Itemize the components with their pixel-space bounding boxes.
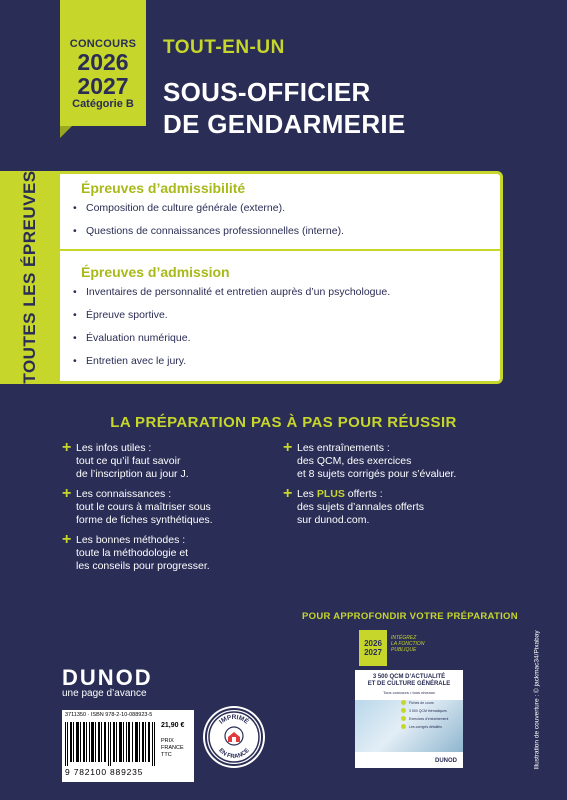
list-item: • Entretien avec le jury. [73, 355, 500, 367]
title-line-1: SOUS-OFFICIER [163, 77, 371, 107]
feature-label: 3 500 QCM thématiques [409, 708, 447, 713]
prep-line: toute la méthodologie et [76, 547, 189, 559]
prep-line: et 8 sujets corrigés pour s’évaluer. [297, 468, 457, 480]
book-cover-subtitle: Tous concours • tous niveaux [383, 690, 435, 695]
admission-list [60, 286, 500, 367]
prep-line: Les infos utiles : [76, 442, 152, 454]
dot-icon [401, 700, 406, 705]
dot-icon [401, 724, 406, 729]
plus-icon: + [283, 439, 293, 456]
plus-icon: + [62, 485, 72, 502]
feature-label: Fiches de cours [409, 700, 434, 705]
prep-item [62, 439, 282, 481]
book-title-line: ET DE CULTURE GÉNÉRALE [367, 681, 451, 687]
plus-icon: + [283, 485, 293, 502]
dunod-tagline: une page d’avance [62, 688, 147, 699]
more-title: POUR APPROFONDIR VOTRE PRÉPARATION [302, 611, 518, 622]
list-item: • Évaluation numérique. [73, 332, 500, 344]
badge-year-1: 2026 [77, 49, 129, 75]
slogan-line: INTÉGREZ [391, 635, 417, 641]
plus-pre: Les [297, 488, 317, 500]
admissibilite-section [60, 180, 500, 248]
book-feature [401, 716, 461, 721]
book-feature-list [401, 700, 461, 732]
admission-heading: Épreuves d’admission [81, 264, 230, 280]
book-slogan [391, 635, 424, 653]
prep-line: de l’inscription au jour J. [76, 468, 189, 480]
printed-in-france-icon [207, 710, 261, 764]
price-label-line: TTC [161, 752, 172, 758]
prep-item [283, 485, 523, 527]
price-label-line: FRANCE [161, 745, 184, 751]
book-feature [401, 708, 461, 713]
admissibilite-list [60, 202, 500, 237]
prep-line: les conseils pour progresser. [76, 560, 210, 572]
plus-icon: + [62, 439, 72, 456]
barcode-number: 9 782100 889235 [65, 767, 144, 777]
related-book-cover [355, 630, 463, 768]
prep-line [297, 488, 523, 501]
book-year-2: 2027 [364, 648, 382, 657]
slogan-line: PUBLIQUE [391, 647, 417, 653]
price-value: 21,90 € [161, 722, 185, 729]
barcode-bars-icon [65, 722, 155, 766]
prep-line: forme de fiches synthétiques. [76, 514, 213, 526]
sidebar-label: TOUTES LES ÉPREUVES [20, 170, 39, 384]
prep-line: sur dunod.com. [297, 514, 370, 526]
isbn-text: 3711350 · ISBN 978-2-10-088923-5 [65, 712, 153, 718]
prep-line: Les bonnes méthodes : [76, 534, 186, 546]
admissibilite-heading: Épreuves d’admissibilité [81, 180, 246, 196]
prep-line: des sujets d’annales offerts [297, 501, 425, 513]
dunod-logo: DUNOD [62, 665, 153, 690]
dot-icon [401, 716, 406, 721]
barcode-box [62, 710, 194, 782]
epreuves-panel [60, 171, 503, 384]
badge-year-2: 2027 [77, 73, 129, 99]
book-year-1: 2026 [364, 639, 382, 648]
book-feature [401, 700, 461, 705]
book-cover-title [359, 674, 459, 688]
price-label-line: PRIX [161, 738, 174, 744]
prep-title: LA PRÉPARATION PAS À PAS POUR RÉUSSIR [110, 414, 457, 431]
book-cover-badge [359, 630, 387, 666]
feature-label: Les corrigés détaillés [409, 724, 442, 729]
stamp-top-text: IMPRIMÉ [218, 714, 250, 726]
book-feature [401, 724, 461, 729]
prep-line: des QCM, des exercices [297, 455, 412, 467]
prep-right-column [283, 439, 523, 534]
dot-icon [401, 708, 406, 713]
badge-category: Catégorie B [72, 98, 134, 110]
prep-item [62, 485, 282, 527]
illustration-credit: Illustration de couverture : © jackmac34/Pixabay [533, 630, 541, 770]
prep-line: tout le cours à maîtriser sous [76, 501, 211, 513]
prep-item [283, 439, 523, 481]
feature-label: Exercices d'entraînement [409, 716, 449, 721]
stamp-bottom-text: EN FRANCE [217, 747, 251, 761]
concours-badge [60, 0, 146, 126]
list-item: • Inventaires de personnalité et entretien auprès d’un psychologue. [73, 286, 500, 298]
slogan-line: LA FONCTION [391, 641, 425, 647]
prep-line: tout ce qu’il faut savoir [76, 455, 181, 467]
prep-line: Les entraînements : [297, 442, 390, 454]
prep-line: Les connaissances : [76, 488, 172, 500]
plus-icon: + [62, 531, 72, 548]
book-publisher-logo: DUNOD [435, 758, 457, 764]
book-subtitle: TOUT-EN-UN [163, 37, 285, 58]
plus-highlight: PLUS [316, 488, 345, 500]
badge-concours: CONCOURS [69, 38, 137, 50]
imprime-en-france-stamp [205, 708, 263, 766]
book-title-line: 3 500 QCM D’ACTUALITÉ [372, 674, 446, 680]
plus-post: offerts : [344, 488, 383, 500]
list-item: • Composition de culture générale (externe). [73, 202, 500, 214]
section-divider [60, 249, 500, 251]
admission-section [60, 264, 500, 378]
list-item: • Questions de connaissances professionnelles (interne). [73, 225, 500, 237]
list-item: • Épreuve sportive. [73, 309, 500, 321]
prep-left-column [62, 439, 282, 580]
price-label [161, 738, 184, 759]
prep-item [62, 531, 282, 573]
book-title [163, 76, 406, 140]
title-line-2: DE GENDARMERIE [163, 109, 406, 139]
